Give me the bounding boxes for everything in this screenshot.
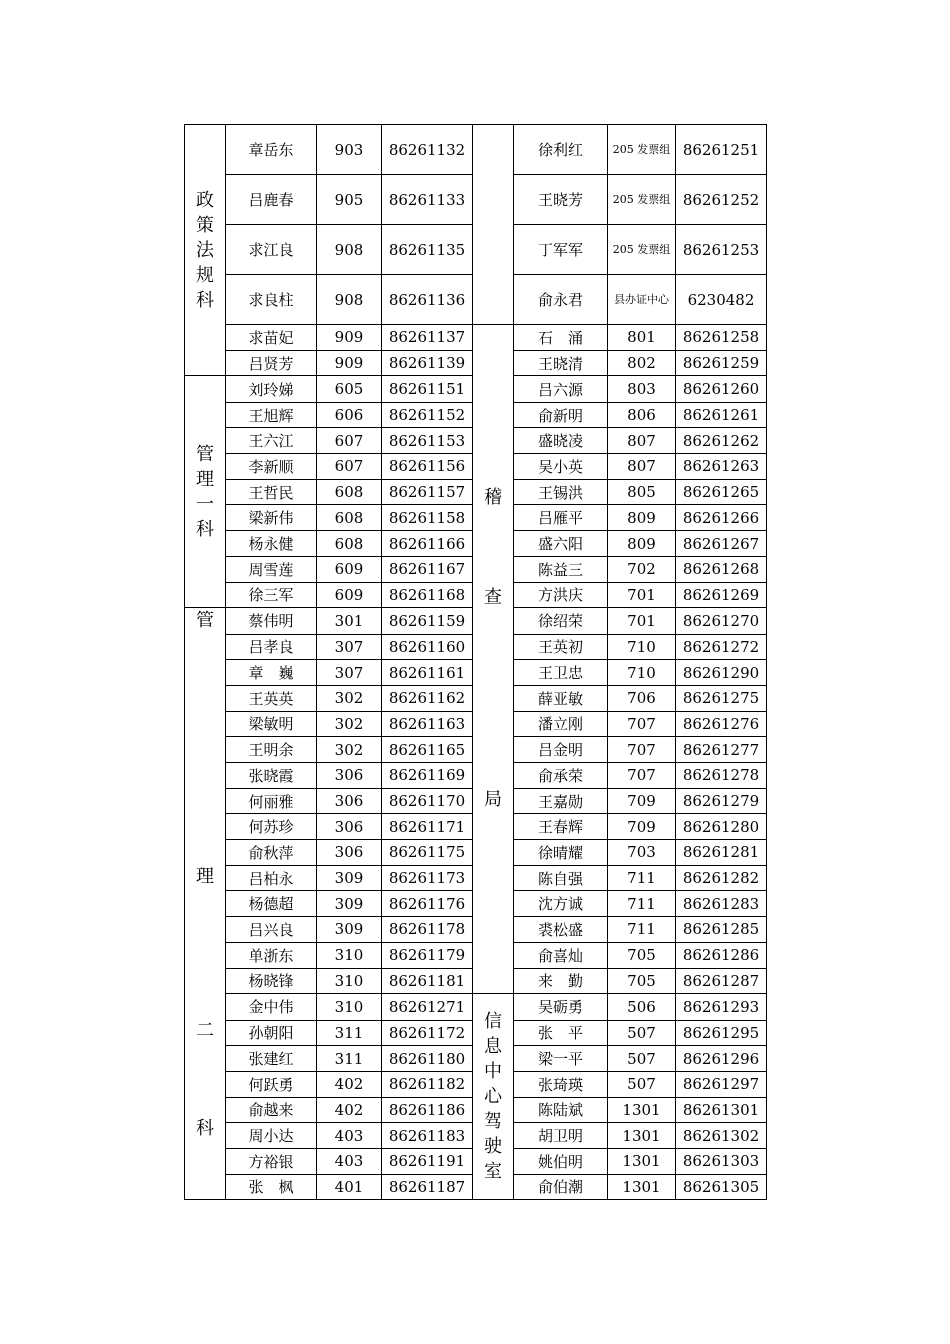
staff-name: 章 巍 — [226, 660, 317, 686]
dept-char: 驶 — [484, 1136, 502, 1158]
phone-number: 86261283 — [676, 891, 767, 917]
phone-number: 86261153 — [382, 428, 473, 454]
room-number: 801 — [608, 325, 676, 351]
room-number: 606 — [317, 402, 382, 428]
room-number: 903 — [317, 125, 382, 175]
phone-number: 86261136 — [382, 275, 473, 325]
room-number: 306 — [317, 788, 382, 814]
dept-char: 科 — [196, 289, 214, 311]
room-number: 608 — [317, 479, 382, 505]
staff-name: 刘玲娣 — [226, 376, 317, 402]
phone-number: 86261262 — [676, 428, 767, 454]
staff-name: 张晓霞 — [226, 763, 317, 789]
staff-name: 单浙东 — [226, 942, 317, 968]
staff-name: 沈方诚 — [514, 891, 608, 917]
phone-number: 86261267 — [676, 531, 767, 557]
room-number: 307 — [317, 660, 382, 686]
staff-name: 张 枫 — [226, 1174, 317, 1200]
phone-number: 86261191 — [382, 1148, 473, 1174]
staff-name: 吴小英 — [514, 454, 608, 480]
room-number: 311 — [317, 1046, 382, 1072]
room-number: 311 — [317, 1020, 382, 1046]
phone-number: 86261251 — [676, 125, 767, 175]
staff-name: 陈陆斌 — [514, 1097, 608, 1123]
room-number: 205 发票组 — [608, 125, 676, 175]
dept-char: 规 — [196, 264, 214, 286]
staff-name: 李新顺 — [226, 454, 317, 480]
phone-number: 86261278 — [676, 763, 767, 789]
phone-number: 86261176 — [382, 891, 473, 917]
phone-number: 86261252 — [676, 175, 767, 225]
dept-char: 局 — [484, 789, 502, 810]
phone-number: 86261260 — [676, 376, 767, 402]
phone-number: 86261305 — [676, 1174, 767, 1200]
phone-number: 86261166 — [382, 531, 473, 557]
room-number: 205 发票组 — [608, 225, 676, 275]
phone-number: 86261179 — [382, 942, 473, 968]
room-number: 608 — [317, 531, 382, 557]
dept-management-1 — [185, 376, 226, 608]
phone-number: 86261152 — [382, 402, 473, 428]
room-number: 310 — [317, 994, 382, 1020]
staff-name: 王春辉 — [514, 814, 608, 840]
phone-number: 86261173 — [382, 865, 473, 891]
room-number: 905 — [317, 175, 382, 225]
room-number: 908 — [317, 225, 382, 275]
room-number: 402 — [317, 1097, 382, 1123]
room-number: 302 — [317, 711, 382, 737]
staff-name: 吕鹿春 — [226, 175, 317, 225]
staff-name: 裘松盛 — [514, 917, 608, 943]
phone-number: 86261275 — [676, 685, 767, 711]
staff-name: 俞伯潮 — [514, 1174, 608, 1200]
staff-name: 陈自强 — [514, 865, 608, 891]
staff-name: 吕孝良 — [226, 634, 317, 660]
room-number: 705 — [608, 942, 676, 968]
phone-number: 86261295 — [676, 1020, 767, 1046]
dept-char: 查 — [484, 587, 502, 608]
staff-name: 章岳东 — [226, 125, 317, 175]
phone-number: 86261285 — [676, 917, 767, 943]
staff-name: 俞承荣 — [514, 763, 608, 789]
dept-char: 法 — [196, 239, 214, 261]
room-number: 711 — [608, 891, 676, 917]
staff-name: 王锡洪 — [514, 479, 608, 505]
dept-char: 心 — [484, 1086, 502, 1108]
staff-name: 俞喜灿 — [514, 942, 608, 968]
phone-number: 86261156 — [382, 454, 473, 480]
phone-directory-table — [184, 124, 767, 1200]
room-number: 709 — [608, 788, 676, 814]
phone-number: 86261165 — [382, 737, 473, 763]
room-number: 401 — [317, 1174, 382, 1200]
staff-name: 俞秋萍 — [226, 840, 317, 866]
room-number: 310 — [317, 968, 382, 994]
room-number: 402 — [317, 1071, 382, 1097]
staff-name: 周雪莲 — [226, 556, 317, 582]
room-number: 302 — [317, 737, 382, 763]
staff-name: 杨晓锋 — [226, 968, 317, 994]
room-number: 507 — [608, 1020, 676, 1046]
room-number: 306 — [317, 840, 382, 866]
room-number: 809 — [608, 531, 676, 557]
phone-number: 86261272 — [676, 634, 767, 660]
staff-name: 蔡伟明 — [226, 608, 317, 634]
phone-number: 86261287 — [676, 968, 767, 994]
phone-number: 86261280 — [676, 814, 767, 840]
phone-number: 86261290 — [676, 660, 767, 686]
staff-name: 王晓清 — [514, 350, 608, 376]
room-number: 909 — [317, 350, 382, 376]
room-number: 309 — [317, 891, 382, 917]
room-number: 709 — [608, 814, 676, 840]
phone-number: 86261169 — [382, 763, 473, 789]
phone-number: 86261172 — [382, 1020, 473, 1046]
staff-name: 孙朝阳 — [226, 1020, 317, 1046]
dept-char: 信 — [484, 1011, 502, 1033]
room-number: 802 — [608, 350, 676, 376]
phone-number: 86261181 — [382, 968, 473, 994]
dept-char: 稽 — [484, 487, 502, 508]
room-number: 609 — [317, 582, 382, 608]
staff-name: 徐三军 — [226, 582, 317, 608]
staff-name: 杨永健 — [226, 531, 317, 557]
room-number: 310 — [317, 942, 382, 968]
room-number: 701 — [608, 608, 676, 634]
room-number: 309 — [317, 917, 382, 943]
room-number: 711 — [608, 865, 676, 891]
dept-char: 驾 — [484, 1111, 502, 1133]
staff-name: 王哲民 — [226, 479, 317, 505]
room-number: 1301 — [608, 1174, 676, 1200]
staff-name: 周小达 — [226, 1123, 317, 1149]
room-number: 301 — [317, 608, 382, 634]
phone-number: 86261151 — [382, 376, 473, 402]
staff-name: 梁敏明 — [226, 711, 317, 737]
dept-inspection-bureau — [473, 325, 514, 994]
phone-number: 86261301 — [676, 1097, 767, 1123]
phone-number: 86261279 — [676, 788, 767, 814]
phone-number: 86261132 — [382, 125, 473, 175]
phone-number: 86261302 — [676, 1123, 767, 1149]
staff-name: 胡卫明 — [514, 1123, 608, 1149]
room-number: 507 — [608, 1046, 676, 1072]
dept-char: 管 — [196, 443, 214, 465]
room-number: 506 — [608, 994, 676, 1020]
staff-name: 方洪庆 — [514, 582, 608, 608]
room-number: 806 — [608, 402, 676, 428]
staff-name: 吕柏永 — [226, 865, 317, 891]
phone-number: 86261261 — [676, 402, 767, 428]
dept-char: 理 — [196, 866, 214, 888]
dept-char: 中 — [484, 1061, 502, 1083]
phone-number: 86261167 — [382, 556, 473, 582]
phone-number: 86261187 — [382, 1174, 473, 1200]
staff-name: 俞永君 — [514, 275, 608, 325]
phone-number: 86261303 — [676, 1148, 767, 1174]
room-number: 703 — [608, 840, 676, 866]
staff-name: 方裕银 — [226, 1148, 317, 1174]
phone-number: 86261178 — [382, 917, 473, 943]
table-row — [185, 125, 767, 175]
phone-number: 86261163 — [382, 711, 473, 737]
staff-name: 何丽雅 — [226, 788, 317, 814]
staff-name: 俞越来 — [226, 1097, 317, 1123]
staff-name: 徐利红 — [514, 125, 608, 175]
staff-name: 求良柱 — [226, 275, 317, 325]
staff-name: 王六江 — [226, 428, 317, 454]
staff-name: 石 涌 — [514, 325, 608, 351]
staff-name: 王晓芳 — [514, 175, 608, 225]
staff-name: 吴砺勇 — [514, 994, 608, 1020]
room-number: 1301 — [608, 1148, 676, 1174]
room-number: 707 — [608, 711, 676, 737]
phone-number: 86261183 — [382, 1123, 473, 1149]
staff-name: 盛晓凌 — [514, 428, 608, 454]
staff-name: 张建红 — [226, 1046, 317, 1072]
room-number: 1301 — [608, 1097, 676, 1123]
staff-name: 吕金明 — [514, 737, 608, 763]
phone-number: 86261263 — [676, 454, 767, 480]
dept-char: 室 — [484, 1161, 502, 1183]
dept-char: 一 — [196, 493, 214, 515]
phone-number: 86261139 — [382, 350, 473, 376]
phone-number: 86261270 — [676, 608, 767, 634]
phone-number: 86261171 — [382, 814, 473, 840]
dept-char: 管 — [196, 610, 214, 632]
staff-name: 潘立刚 — [514, 711, 608, 737]
phone-number: 86261159 — [382, 608, 473, 634]
room-number: 701 — [608, 582, 676, 608]
phone-number: 86261259 — [676, 350, 767, 376]
room-number: 609 — [317, 556, 382, 582]
phone-number: 86261157 — [382, 479, 473, 505]
phone-number: 86261297 — [676, 1071, 767, 1097]
room-number: 607 — [317, 454, 382, 480]
phone-number: 86261253 — [676, 225, 767, 275]
staff-name: 求苗妃 — [226, 325, 317, 351]
staff-name: 金中伟 — [226, 994, 317, 1020]
dept-management-2 — [185, 608, 226, 1200]
staff-name: 何跃勇 — [226, 1071, 317, 1097]
room-number: 707 — [608, 763, 676, 789]
phone-number: 86261170 — [382, 788, 473, 814]
room-number: 705 — [608, 968, 676, 994]
phone-number: 86261282 — [676, 865, 767, 891]
room-number: 807 — [608, 454, 676, 480]
blank-dept-cell — [473, 125, 514, 325]
phone-number: 86261268 — [676, 556, 767, 582]
room-number: 302 — [317, 685, 382, 711]
room-number: 1301 — [608, 1123, 676, 1149]
room-number: 县办证中心 — [608, 275, 676, 325]
room-number: 608 — [317, 505, 382, 531]
room-number: 710 — [608, 634, 676, 660]
phone-number: 86261277 — [676, 737, 767, 763]
dept-char: 息 — [484, 1036, 502, 1058]
staff-name: 丁军军 — [514, 225, 608, 275]
phone-number: 86261266 — [676, 505, 767, 531]
staff-name: 王卫忠 — [514, 660, 608, 686]
phone-number: 86261293 — [676, 994, 767, 1020]
room-number: 307 — [317, 634, 382, 660]
room-number: 805 — [608, 479, 676, 505]
room-number: 711 — [608, 917, 676, 943]
dept-char: 理 — [196, 468, 214, 490]
staff-name: 张琦瑛 — [514, 1071, 608, 1097]
staff-name: 徐晴耀 — [514, 840, 608, 866]
phone-number: 86261182 — [382, 1071, 473, 1097]
staff-name: 梁新伟 — [226, 505, 317, 531]
dept-char: 二 — [196, 1020, 214, 1042]
staff-name: 徐绍荣 — [514, 608, 608, 634]
room-number: 803 — [608, 376, 676, 402]
room-number: 809 — [608, 505, 676, 531]
room-number: 403 — [317, 1148, 382, 1174]
phone-number: 86261160 — [382, 634, 473, 660]
room-number: 909 — [317, 325, 382, 351]
room-number: 710 — [608, 660, 676, 686]
room-number: 306 — [317, 763, 382, 789]
room-number: 706 — [608, 685, 676, 711]
room-number: 205 发票组 — [608, 175, 676, 225]
staff-name: 王嘉勋 — [514, 788, 608, 814]
room-number: 702 — [608, 556, 676, 582]
phone-number: 86261161 — [382, 660, 473, 686]
staff-name: 吕贤芳 — [226, 350, 317, 376]
room-number: 607 — [317, 428, 382, 454]
phone-number: 86261168 — [382, 582, 473, 608]
room-number: 309 — [317, 865, 382, 891]
staff-name: 吕六源 — [514, 376, 608, 402]
phone-number: 86261276 — [676, 711, 767, 737]
dept-char: 策 — [196, 214, 214, 236]
staff-name: 王英初 — [514, 634, 608, 660]
room-number: 507 — [608, 1071, 676, 1097]
staff-name: 张 平 — [514, 1020, 608, 1046]
room-number: 605 — [317, 376, 382, 402]
dept-char: 政 — [196, 189, 214, 211]
phone-number: 86261281 — [676, 840, 767, 866]
table-row — [185, 325, 767, 351]
phone-number: 6230482 — [676, 275, 767, 325]
phone-number: 86261180 — [382, 1046, 473, 1072]
phone-number: 86261271 — [382, 994, 473, 1020]
phone-number: 86261186 — [382, 1097, 473, 1123]
staff-name: 杨德超 — [226, 891, 317, 917]
staff-name: 梁一平 — [514, 1046, 608, 1072]
staff-name: 王旭辉 — [226, 402, 317, 428]
staff-name: 吕兴良 — [226, 917, 317, 943]
dept-char: 科 — [196, 518, 214, 540]
dept-policy-regulation — [185, 125, 226, 376]
staff-name: 何苏珍 — [226, 814, 317, 840]
staff-name: 陈益三 — [514, 556, 608, 582]
staff-name: 俞新明 — [514, 402, 608, 428]
phone-number: 86261133 — [382, 175, 473, 225]
staff-name: 来 勤 — [514, 968, 608, 994]
phone-number: 86261296 — [676, 1046, 767, 1072]
phone-number: 86261269 — [676, 582, 767, 608]
staff-name: 姚伯明 — [514, 1148, 608, 1174]
phone-number: 86261137 — [382, 325, 473, 351]
room-number: 908 — [317, 275, 382, 325]
table-row — [185, 994, 767, 1020]
phone-number: 86261286 — [676, 942, 767, 968]
staff-name: 盛六阳 — [514, 531, 608, 557]
phone-number: 86261258 — [676, 325, 767, 351]
phone-number: 86261158 — [382, 505, 473, 531]
phone-number: 86261265 — [676, 479, 767, 505]
staff-name: 王明余 — [226, 737, 317, 763]
phone-number: 86261162 — [382, 685, 473, 711]
staff-name: 薛亚敏 — [514, 685, 608, 711]
room-number: 707 — [608, 737, 676, 763]
staff-name: 王英英 — [226, 685, 317, 711]
dept-char: 科 — [196, 1118, 214, 1140]
room-number: 306 — [317, 814, 382, 840]
staff-name: 求江良 — [226, 225, 317, 275]
dept-info-center-driver-room — [473, 994, 514, 1200]
room-number: 403 — [317, 1123, 382, 1149]
phone-number: 86261175 — [382, 840, 473, 866]
phone-number: 86261135 — [382, 225, 473, 275]
room-number: 807 — [608, 428, 676, 454]
staff-name: 吕雁平 — [514, 505, 608, 531]
